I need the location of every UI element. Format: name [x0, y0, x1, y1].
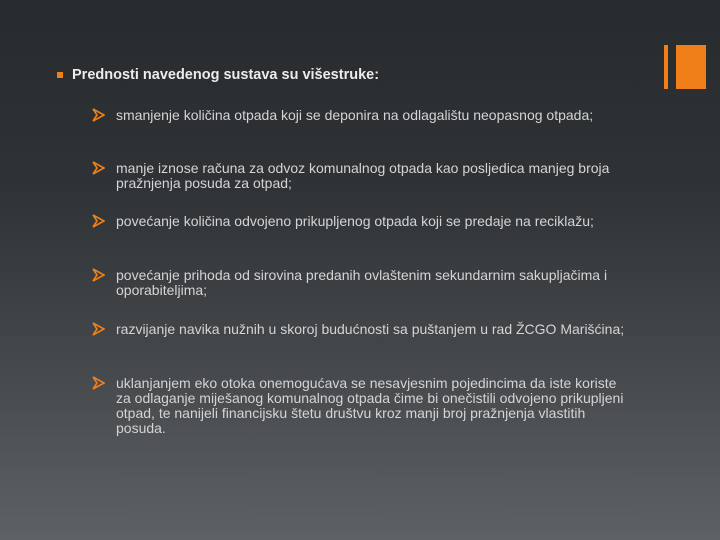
arrow-bullet-icon — [92, 268, 105, 282]
slide-heading — [57, 67, 379, 83]
accent-bar-thin — [664, 45, 668, 89]
list-item — [92, 161, 632, 191]
list-item — [92, 322, 632, 337]
list-item-text: uklanjanjem eko otoka onemogućava se nesavjesnim pojedincima da iste koriste za odlaganje miješanog komunalnog otpada čime bi onečistili odvojeno prikupljeni otpad, te nanijeli financijsku štetu društvu kroz manji broj pražnjenja vlastitih posuda. — [116, 375, 624, 436]
arrow-bullet-icon — [92, 376, 105, 390]
list-item-text: razvijanje navika nužnih u skoroj budućnosti sa puštanjem u rad ŽCGO Marišćina; — [116, 321, 625, 337]
arrow-bullet-icon — [92, 322, 105, 336]
list-item — [92, 108, 632, 123]
slide-heading-text: Prednosti navedenog sustava su višestruke: — [72, 67, 380, 83]
list-item — [92, 268, 632, 298]
square-bullet-icon — [57, 72, 63, 78]
accent-bar-thick — [676, 45, 706, 89]
arrow-bullet-icon — [92, 214, 105, 228]
list-item-text: manje iznose računa za odvoz komunalnog otpada kao posljedica manjeg broja pražnjenja posuda za otpad; — [116, 160, 610, 191]
list-item — [92, 214, 632, 229]
list-item-text: smanjenje količina otpada koji se deponira na odlagalištu neopasnog otpada; — [116, 107, 594, 123]
list-item — [92, 376, 632, 436]
list-item-text: povećanje prihoda od sirovina predanih ovlaštenim sekundarnim sakupljačima i oporabiteljima; — [116, 267, 608, 298]
arrow-bullet-icon — [92, 108, 105, 122]
arrow-bullet-icon — [92, 161, 105, 175]
list-item-text: povećanje količina odvojeno prikupljenog otpada koji se predaje na reciklažu; — [116, 213, 594, 229]
